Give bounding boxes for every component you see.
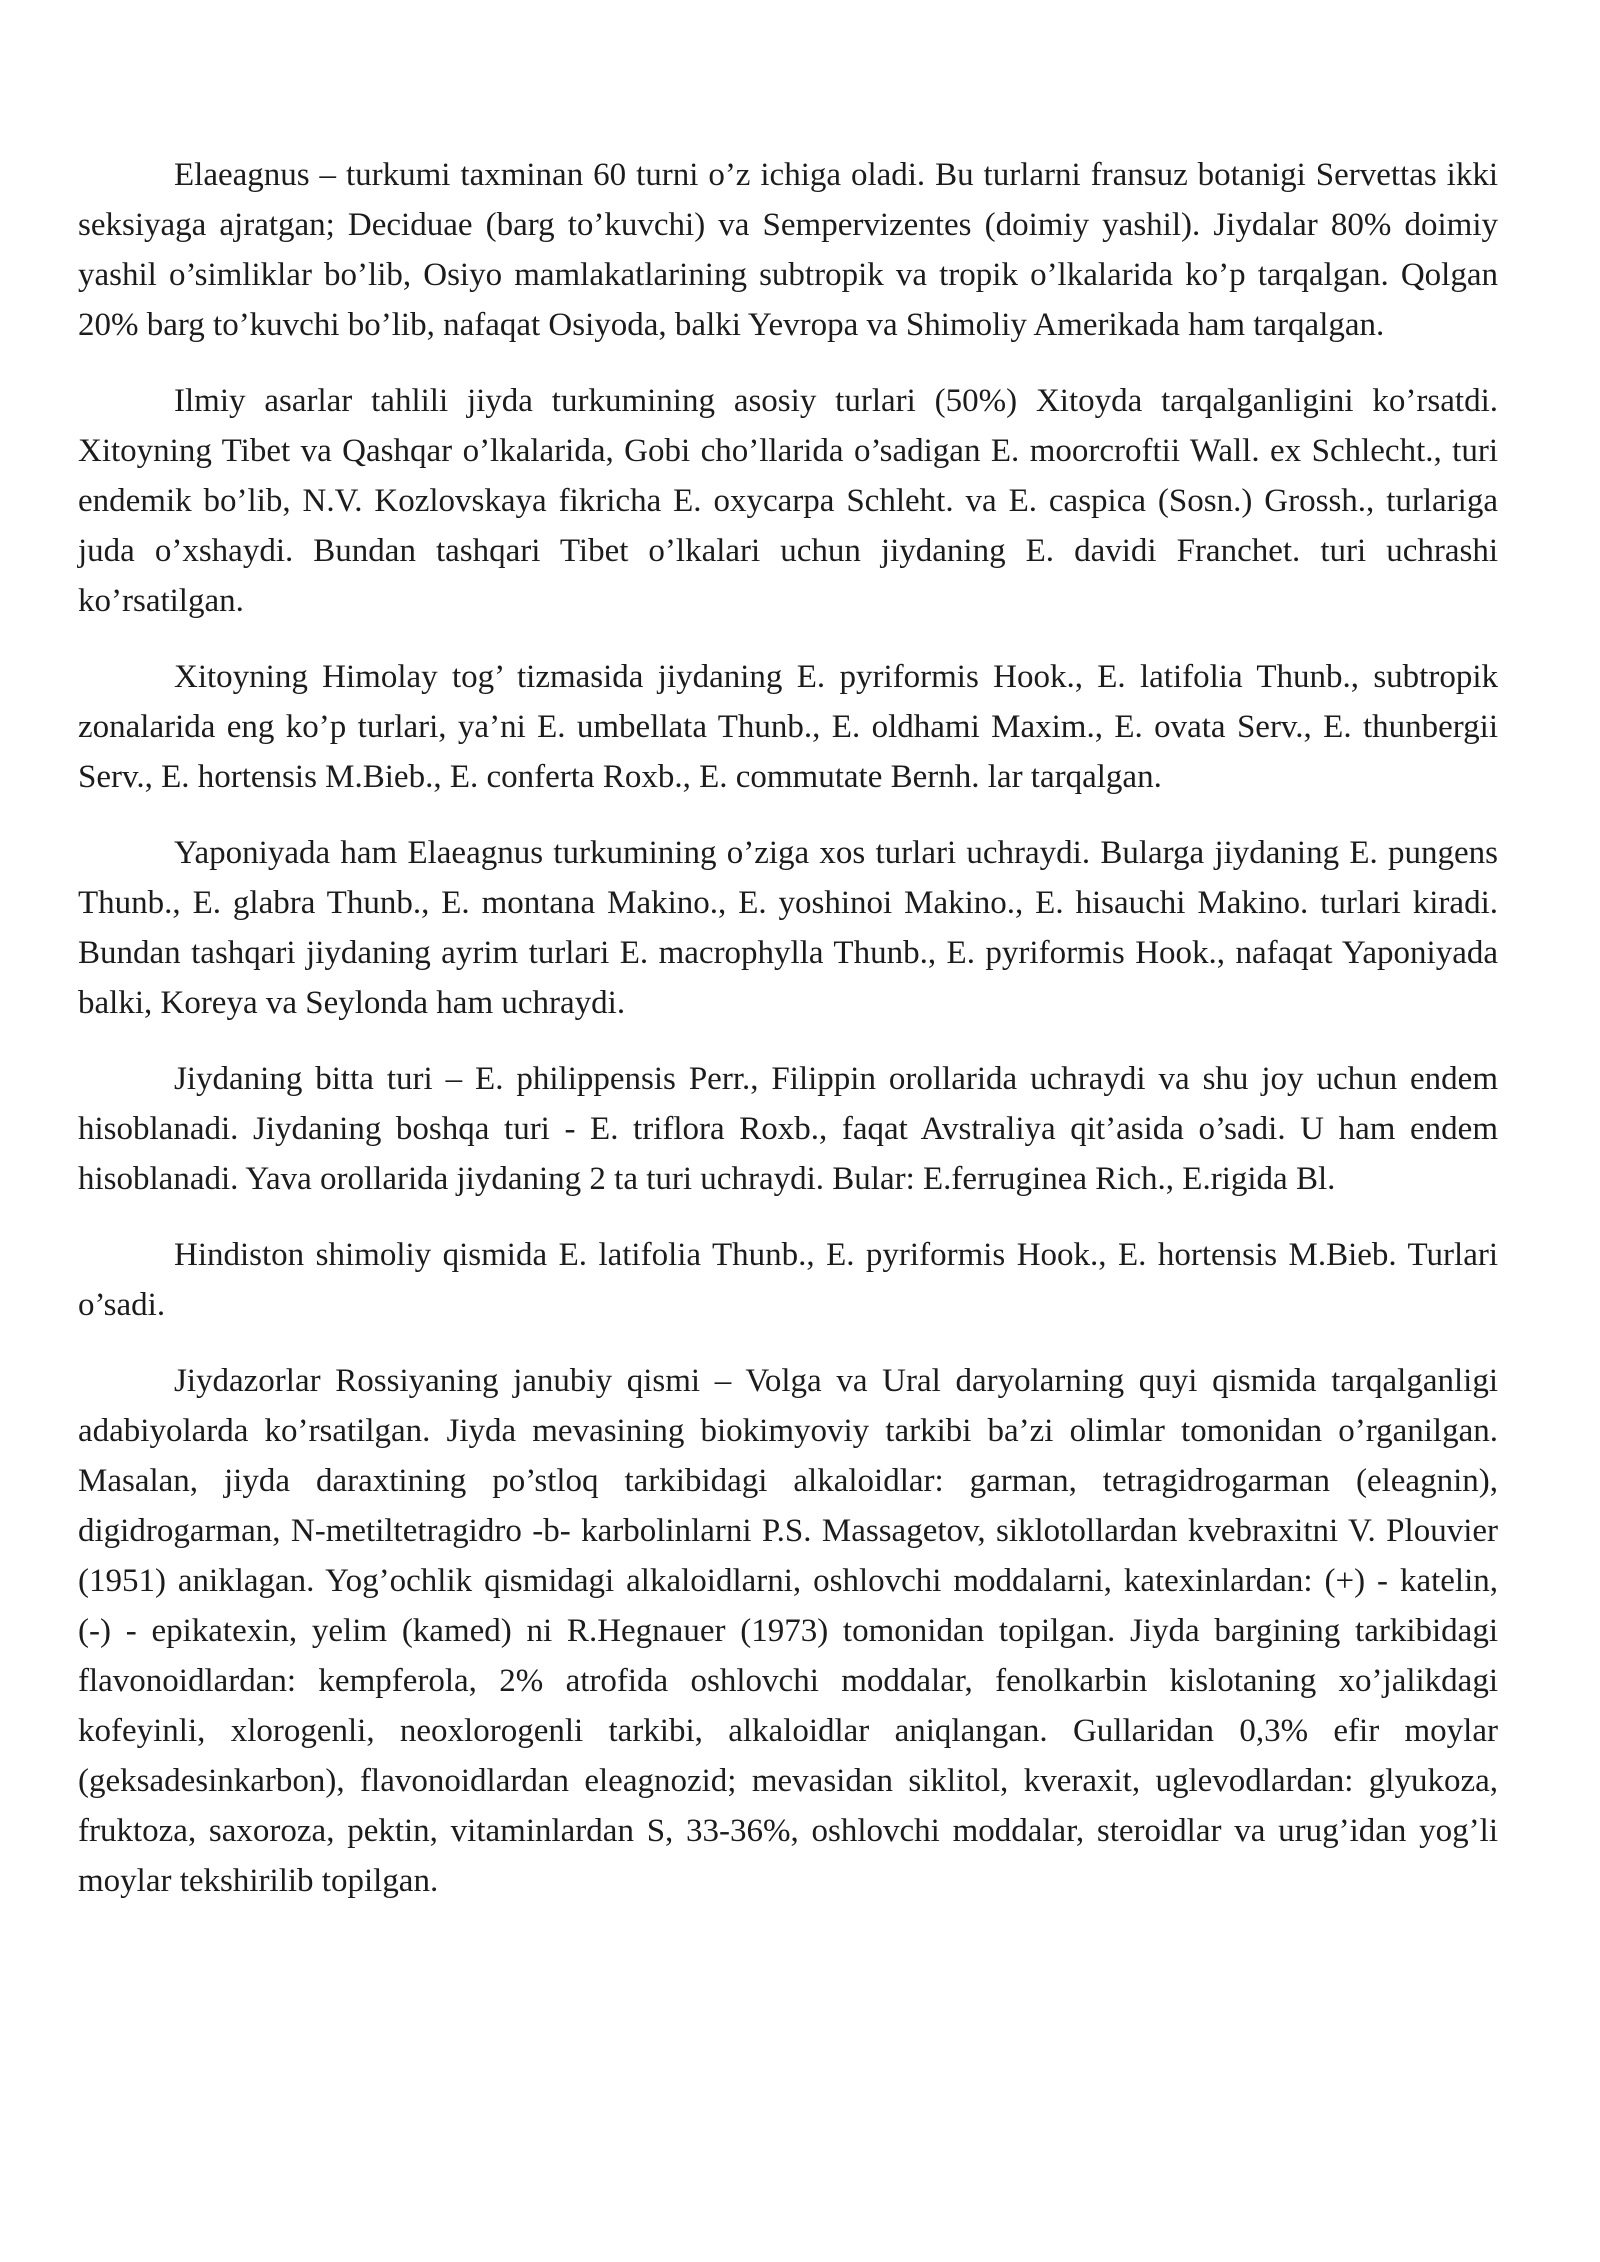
paragraph-china-species: Ilmiy asarlar tahlili jiyda turkumining asosiy turlari (50%) Xitoyda tarqalganligini ko’rsatdi. Xitoyning Tibet va Qashqar o’lkalarida, Gobi cho’llarida o’sadigan E. moorcroftii Wall. ex Schlecht., turi endemik bo’lib, N.V. Kozlovskaya fikricha E. oxycarpa Schleht. va E. caspica (Sosn.) Grossh., turlariga juda o’xshaydi. Bundan tashqari Tibet o’lkalari uchun jiydaning E. davidi Franchet. turi uchrashi ko’rsatilgan. xyxy=(78,383,1498,619)
paragraph-himalaya-species: Xitoyning Himolay tog’ tizmasida jiydaning E. pyriformis Hook., E. latifolia Thunb., subtropik zonalarida eng ko’p turlari, ya’ni E. umbellata Thunb., E. oldhami Maxim., E. ovata Serv., E. thunbergii Serv., E. hortensis M.Bieb., E. conferta Roxb., E. commutate Bernh. lar tarqalgan. xyxy=(78,659,1498,795)
document-page xyxy=(78,150,1498,1932)
paragraph-japan-species: Yaponiyada ham Elaeagnus turkumining o’ziga xos turlari uchraydi. Bularga jiydaning E. pungens Thunb., E. glabra Thunb., E. montana Makino., E. yoshinoi Makino., E. hisauchi Makino. turlari kiradi. Bundan tashqari jiydaning ayrim turlari E. macrophylla Thunb., E. pyriformis Hook., nafaqat Yaponiyada balki, Koreya va Seylonda ham uchraydi. xyxy=(78,835,1498,1021)
paragraph-elaeagnus-genus: Elaeagnus – turkumi taxminan 60 turni o’z ichiga oladi. Bu turlarni fransuz botanigi Servettas ikki seksiyaga ajratgan; Deciduae (barg to’kuvchi) va Sempervizentes (doimiy yashil). Jiydalar 80% doimiy yashil o’simliklar bo’lib, Osiyo mamlakatlarining subtropik va tropik o’lkalarida ko’p tarqalgan. Qolgan 20% barg to’kuvchi bo’lib, nafaqat Osiyoda, balki Yevropa va Shimoliy Amerikada ham tarqalgan. xyxy=(78,157,1498,343)
paragraph-india-species: Hindiston shimoliy qismida E. latifolia Thunb., E. pyriformis Hook., E. hortensis M.Bieb. Turlari o’sadi. xyxy=(78,1237,1498,1323)
paragraph-philippines-australia-java: Jiydaning bitta turi – E. philippensis Perr., Filippin orollarida uchraydi va shu joy uchun endem hisoblanadi. Jiydaning boshqa turi - E. triflora Roxb., faqat Avstraliya qit’asida o’sadi. U ham endem hisoblanadi. Yava orollarida jiydaning 2 ta turi uchraydi. Bular: E.ferruginea Rich., E.rigida Bl. xyxy=(78,1061,1498,1197)
paragraph-russia-biochemistry: Jiydazorlar Rossiyaning janubiy qismi – Volga va Ural daryolarning quyi qismida tarqalganligi adabiyolarda ko’rsatilgan. Jiyda mevasining biokimyoviy tarkibi ba’zi olimlar tomonidan o’rganilgan. Masalan, jiyda daraxtining po’stloq tarkibidagi alkaloidlar: garman, tetragidrogarman (eleagnin), digidrogarman, N-metiltetragidro -b- karbolinlarni P.S. Massagetov, siklotollardan kvebraxitni V. Plouvier (1951) aniklagan. Yog’ochlik qismidagi alkaloidlarni, oshlovchi moddalarni, katexinlardan: (+) - katelin, (-) - epikatexin, yelim (kamed) ni R.Hegnauer (1973) tomonidan topilgan. Jiyda bargining tarkibidagi flavonoidlardan: kempferola, 2% atrofida oshlovchi moddalar, fenolkarbin kislotaning xo’jalikdagi kofeyinli, xlorogenli, neoxlorogenli tarkibi, alkaloidlar aniqlangan. Gullaridan 0,3% efir moylar (geksadesinkarbon), flavonoidlardan eleagnozid; mevasidan siklitol, kveraxit, uglevodlardan: glyukoza, fruktoza, saxoroza, pektin, vitaminlardan S, 33-36%, oshlovchi moddalar, steroidlar va urug’idan yog’li moylar tekshirilib topilgan. xyxy=(78,1363,1498,1899)
